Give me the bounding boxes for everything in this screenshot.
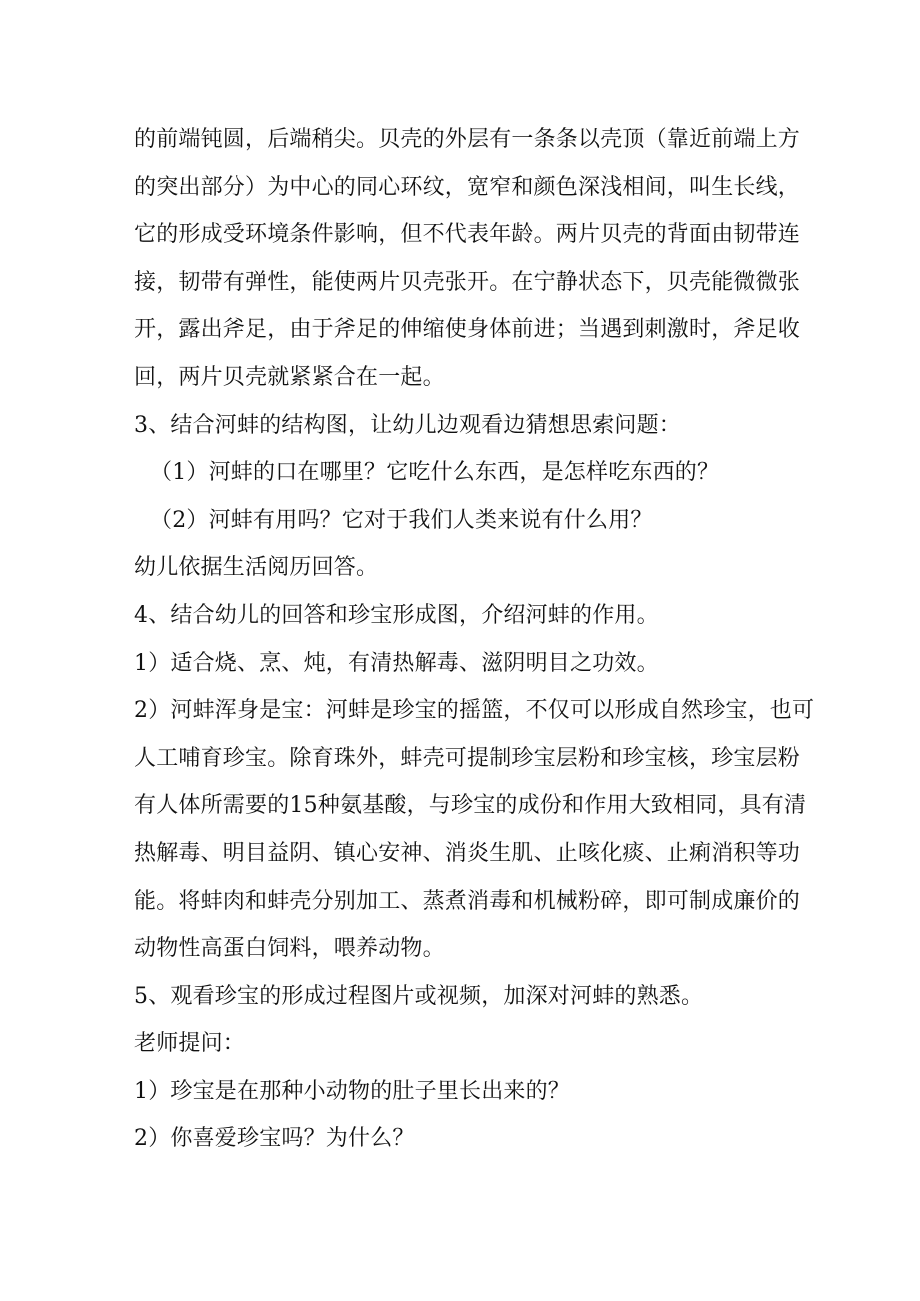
- paragraph-line: 它的形成受环境条件影响，但不代表年龄。两片贝壳的背面由韧带连: [134, 222, 801, 248]
- step-heading: 4、结合幼儿的回答和珍宝形成图，介绍河蚌的作用。: [134, 602, 659, 628]
- paragraph-line: 动物性高蛋白饲料，喂养动物。: [134, 936, 445, 962]
- paragraph-line: 接，韧带有弹性，能使两片贝壳张开。在宁静状态下，贝壳能微微张: [134, 269, 801, 295]
- question-item: （1）河蚌的口在哪里？它吃什么东西，是怎样吃东西的？: [150, 460, 720, 486]
- step-heading: 5、观看珍宝的形成过程图片或视频，加深对河蚌的熟悉。: [134, 983, 704, 1009]
- list-item: 2）你喜爱珍宝吗？为什么？: [134, 1126, 415, 1152]
- paragraph-line: 开，露出斧足，由于斧足的伸缩使身体前进；当遇到刺激时，斧足收: [134, 317, 801, 343]
- paragraph-line: 热解毒、明目益阴、镇心安神、消炎生肌、止咳化痰、止痢消积等功: [134, 840, 801, 866]
- question-item: （2）河蚌有用吗？它对于我们人类来说有什么用？: [150, 507, 653, 533]
- list-item: 2）河蚌浑身是宝：河蚌是珍宝的摇篮，不仅可以形成自然珍宝，也可: [134, 698, 815, 724]
- paragraph-line: 回，两片贝壳就紧紧合在一起。: [134, 364, 445, 390]
- step-heading: 3、结合河蚌的结构图，让幼儿边观看边猜想思索问题：: [134, 412, 681, 438]
- paragraph-line: 人工哺育珍宝。除育珠外，蚌壳可提制珍宝层粉和珍宝核，珍宝层粉: [134, 745, 801, 771]
- list-item: 1）珍宝是在那种小动物的肚子里长出来的？: [134, 1078, 570, 1104]
- paragraph-line: 的突出部分）为中心的同心环纹，宽窄和颜色深浅相间，叫生长线，: [134, 174, 801, 200]
- paragraph-line: 能。将蚌肉和蚌壳分别加工、蒸煮消毒和机械粉碎，即可制成廉价的: [134, 888, 801, 914]
- paragraph-line: 的前端钝圆，后端稍尖。贝壳的外层有一条条以壳顶（靠近前端上方: [134, 127, 801, 152]
- paragraph-line: 老师提问：: [134, 1031, 246, 1057]
- document-body: [134, 116, 815, 1163]
- list-item: 1）适合烧、烹、炖，有清热解毒、滋阴明目之功效。: [134, 650, 659, 676]
- paragraph-line: 幼儿依据生活阅历回答。: [134, 555, 379, 581]
- paragraph-line: 有人体所需要的15种氨基酸，与珍宝的成份和作用大致相同，具有清: [134, 793, 807, 819]
